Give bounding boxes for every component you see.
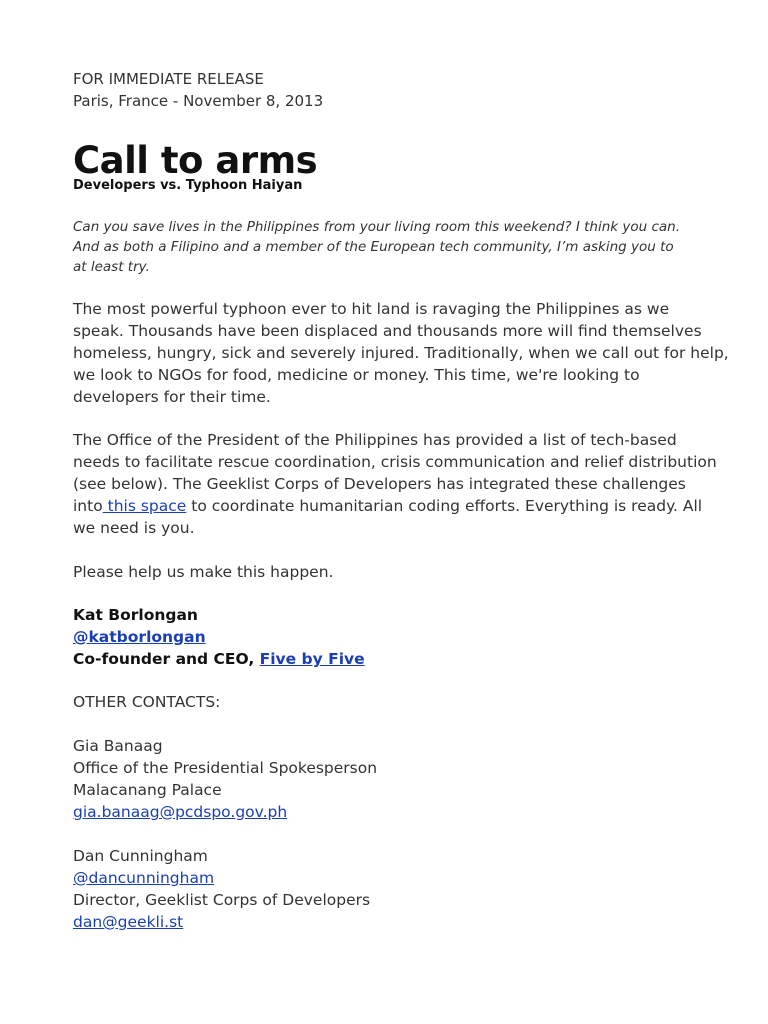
- contact1-name: Gia Banaag: [73, 737, 163, 755]
- contact2-role: Director, Geeklist Corps of Developers: [73, 891, 371, 909]
- contact2-email-line: [73, 911, 183, 933]
- contact2-email-link[interactable]: dan@geekli.st: [73, 913, 184, 931]
- author-name: Kat Borlongan: [73, 606, 198, 624]
- author-handle-link[interactable]: @katborlongan: [73, 628, 206, 646]
- lead-line: And as both a Filipino and a member of the European tech community, I’m asking you to: [73, 239, 674, 255]
- contact1-place: Malacanang Palace: [73, 781, 222, 799]
- dateline: Paris, France - November 8, 2013: [73, 92, 324, 110]
- other-contacts-label: OTHER CONTACTS:: [73, 693, 221, 711]
- paragraph2-line: [73, 495, 702, 517]
- paragraph1-line: speak. Thousands have been displaced and thousands more will find themselves: [73, 322, 702, 340]
- paragraph2-text: into: [73, 497, 103, 515]
- contact2-handle-link[interactable]: @dancunningham: [73, 869, 215, 887]
- this-space-link[interactable]: this space: [102, 497, 187, 515]
- page-title: Call to arms: [73, 139, 318, 182]
- paragraph1-line: developers for their time.: [73, 388, 271, 406]
- lead-line: Can you save lives in the Philippines from your living room this weekend? I think you can.: [73, 219, 681, 235]
- paragraph2-line: needs to facilitate rescue coordination, crisis communication and relief distribution: [73, 453, 717, 471]
- paragraph3: Please help us make this happen.: [73, 563, 334, 581]
- lead-line: at least try.: [73, 259, 150, 275]
- paragraph2-line: The Office of the President of the Philippines has provided a list of tech-based: [73, 431, 677, 449]
- author-handle-line: [73, 626, 206, 648]
- paragraph2-text: to coordinate humanitarian coding efforts. Everything is ready. All: [186, 497, 703, 515]
- contact2-handle-line: [73, 867, 214, 889]
- subtitle: Developers vs. Typhoon Haiyan: [73, 178, 303, 193]
- release-label: FOR IMMEDIATE RELEASE: [73, 70, 264, 88]
- contact1-office: Office of the Presidential Spokesperson: [73, 759, 378, 777]
- paragraph1-line: homeless, hungry, sick and severely injured. Traditionally, when we call out for help,: [73, 344, 729, 362]
- paragraph2-line: we need is you.: [73, 519, 195, 537]
- paragraph1-line: The most powerful typhoon ever to hit land is ravaging the Philippines as we: [73, 300, 670, 318]
- author-role-text: Co-founder and CEO,: [73, 650, 260, 668]
- paragraph2-line: (see below). The Geeklist Corps of Developers has integrated these challenges: [73, 475, 686, 493]
- contact2-name: Dan Cunningham: [73, 847, 208, 865]
- author-role: [73, 648, 365, 670]
- contact1-email-link[interactable]: gia.banaag@pcdspo.gov.ph: [73, 803, 288, 821]
- paragraph1-line: we look to NGOs for food, medicine or money. This time, we're looking to: [73, 366, 640, 384]
- company-link[interactable]: Five by Five: [259, 650, 365, 668]
- contact1-email-line: [73, 801, 287, 823]
